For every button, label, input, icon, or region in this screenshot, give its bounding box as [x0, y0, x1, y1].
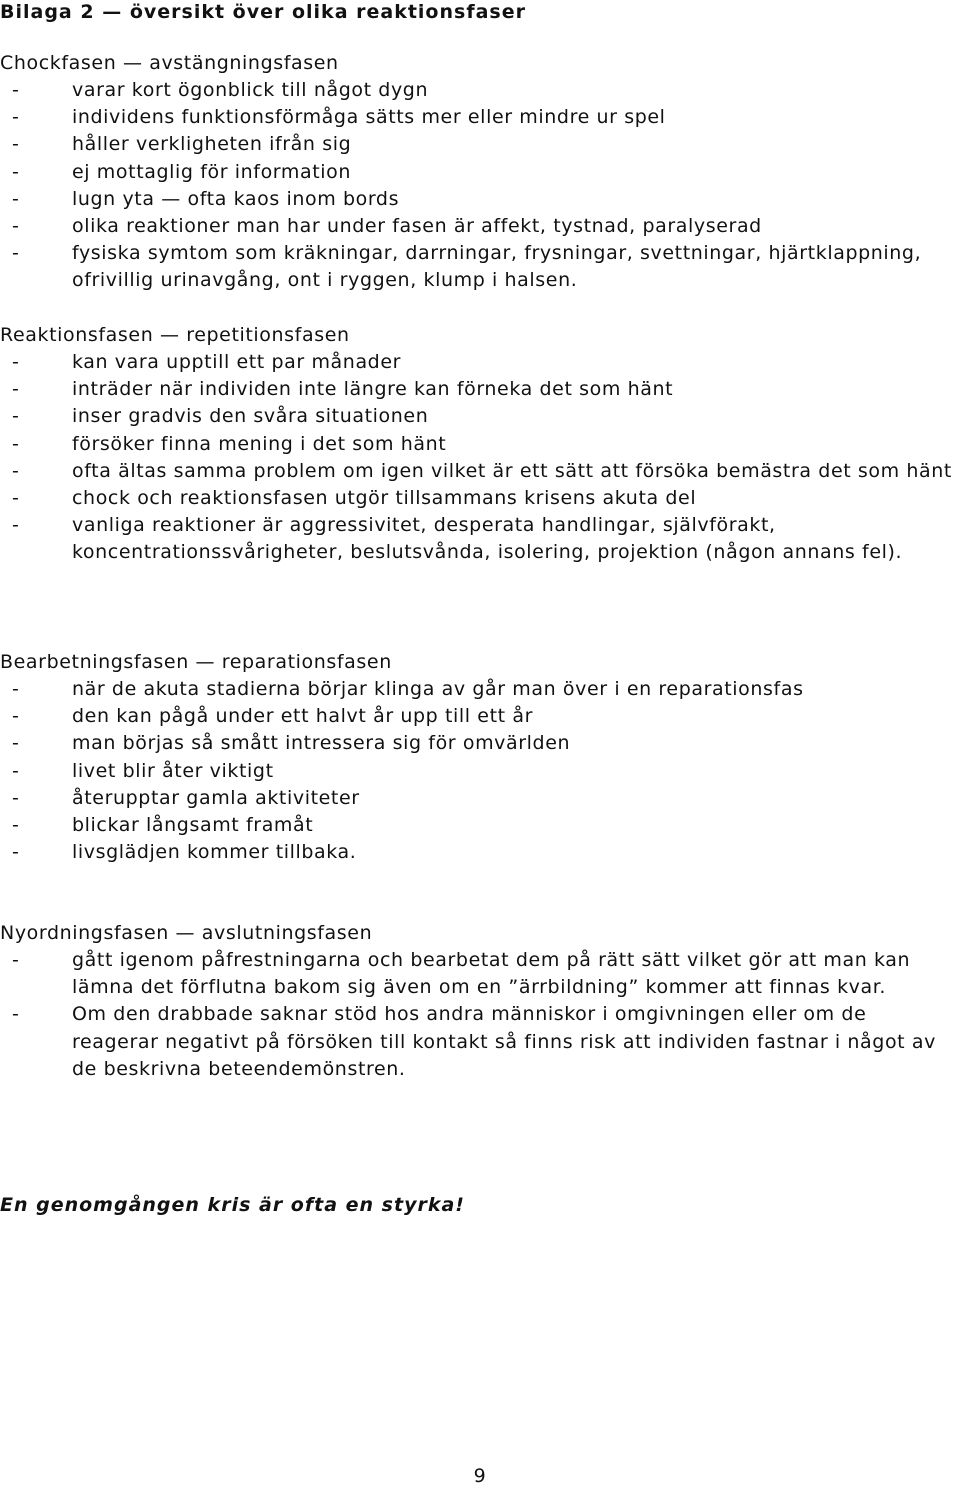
section-chockfasen	[0, 50, 960, 295]
list-item	[0, 104, 960, 131]
list-item-text: lugn yta — ofta kaos inom bords	[72, 187, 400, 210]
list-item	[0, 77, 960, 104]
list-item-text: man börjas så smått intressera sig för omvärlden	[72, 732, 571, 755]
dash-bullet: -	[12, 514, 20, 537]
list-item	[0, 947, 960, 1001]
list-item	[0, 839, 960, 866]
dash-bullet: -	[12, 1003, 20, 1026]
list-item-text: gått igenom påfrestningarna och bearbetat dem på rätt sätt vilket gör att man kan lämna det förflutna bakom sig även om en ”ärrbildning” kommer att finnas kvar.	[72, 949, 911, 999]
list-item	[0, 703, 960, 730]
dash-bullet: -	[12, 351, 20, 373]
section-heading: Nyordningsfasen — avslutningsfasen	[0, 922, 373, 944]
bullet-list	[0, 349, 960, 567]
section-heading: Chockfasen — avstängningsfasen	[0, 52, 339, 74]
dash-bullet: -	[12, 79, 20, 101]
section-heading: Bearbetningsfasen — reparationsfasen	[0, 651, 392, 673]
dash-bullet: -	[12, 187, 20, 210]
list-item-text: försöker finna mening i det som hänt	[72, 432, 447, 455]
dash-bullet: -	[12, 732, 20, 755]
list-item-text: inträder när individen inte längre kan förneka det som hänt	[72, 378, 674, 401]
dash-bullet: -	[12, 242, 20, 265]
list-item	[0, 1001, 960, 1083]
list-item	[0, 376, 960, 403]
dash-bullet: -	[12, 759, 20, 782]
list-item-text: individens funktionsförmåga sätts mer eller mindre ur spel	[72, 106, 666, 129]
list-item-text: ej mottaglig för information	[72, 160, 352, 183]
list-item-text: Om den drabbade saknar stöd hos andra människor i omgivningen eller om de reagerar negativt på försöken till kontakt så finns risk att individen fastnar i något av de beskrivna beteendemönstren.	[72, 1003, 936, 1080]
section-heading: Reaktionsfasen — repetitionsfasen	[0, 324, 350, 346]
list-item-text: håller verkligheten ifrån sig	[72, 133, 352, 156]
list-item	[0, 485, 960, 512]
dash-bullet: -	[12, 814, 20, 837]
dash-bullet: -	[12, 160, 20, 183]
list-item	[0, 812, 960, 839]
list-item	[0, 458, 960, 485]
bullet-list	[0, 77, 960, 295]
bullet-list	[0, 676, 960, 866]
list-item	[0, 159, 960, 186]
list-item-text: olika reaktioner man har under fasen är affekt, tystnad, paralyserad	[72, 215, 762, 238]
list-item	[0, 676, 960, 703]
list-item	[0, 213, 960, 240]
section-nyordningsfasen	[0, 920, 960, 1083]
list-item-text: varar kort ögonblick till något dygn	[72, 79, 429, 101]
list-item-text: livsglädjen kommer tillbaka.	[72, 841, 357, 864]
dash-bullet: -	[12, 378, 20, 401]
dash-bullet: -	[12, 215, 20, 238]
list-item	[0, 431, 960, 458]
list-item-text: fysiska symtom som kräkningar, darrningar, frysningar, svettningar, hjärtklappning, ofrivillig urinavgång, ont i ryggen, klump i halsen.	[72, 242, 922, 292]
dash-bullet: -	[12, 133, 20, 156]
list-item	[0, 131, 960, 158]
bullet-list	[0, 947, 960, 1083]
list-item-text: chock och reaktionsfasen utgör tillsammans krisens akuta del	[72, 487, 697, 510]
list-item-text: kan vara upptill ett par månader	[72, 351, 402, 373]
section-bearbetningsfasen	[0, 649, 960, 866]
list-item	[0, 730, 960, 757]
list-item-text: inser gradvis den svåra situationen	[72, 405, 429, 428]
list-item-text: livet blir åter viktigt	[72, 759, 274, 782]
closing-note: En genomgången kris är ofta en styrka!	[0, 1194, 465, 1216]
list-item-text: ofta ältas samma problem om igen vilket är ett sätt att försöka bemästra det som hänt	[72, 459, 952, 482]
list-item	[0, 403, 960, 430]
dash-bullet: -	[12, 106, 20, 129]
page-title: Bilaga 2 — översikt över olika reaktionsfaser	[0, 1, 526, 23]
dash-bullet: -	[12, 459, 20, 482]
dash-bullet: -	[12, 405, 20, 428]
list-item	[0, 240, 960, 294]
list-item-text: den kan pågå under ett halvt år upp till ett år	[72, 705, 533, 728]
dash-bullet: -	[12, 705, 20, 728]
list-item	[0, 512, 960, 566]
dash-bullet: -	[12, 487, 20, 510]
dash-bullet: -	[12, 841, 20, 864]
list-item-text: blickar långsamt framåt	[72, 814, 314, 837]
list-item	[0, 186, 960, 213]
list-item	[0, 349, 960, 376]
section-reaktionsfasen	[0, 322, 960, 567]
dash-bullet: -	[12, 432, 20, 455]
list-item-text: återupptar gamla aktiviteter	[72, 786, 360, 809]
list-item	[0, 758, 960, 785]
dash-bullet: -	[12, 949, 20, 971]
list-item	[0, 785, 960, 812]
dash-bullet: -	[12, 678, 20, 700]
list-item-text: när de akuta stadierna börjar klinga av går man över i en reparationsfas	[72, 678, 804, 700]
page-number: 9	[473, 1465, 487, 1487]
list-item-text: vanliga reaktioner är aggressivitet, desperata handlingar, självförakt, koncentrationssvårigheter, beslutsvånda, isolering, projektion (någon annans fel).	[72, 514, 903, 564]
dash-bullet: -	[12, 786, 20, 809]
